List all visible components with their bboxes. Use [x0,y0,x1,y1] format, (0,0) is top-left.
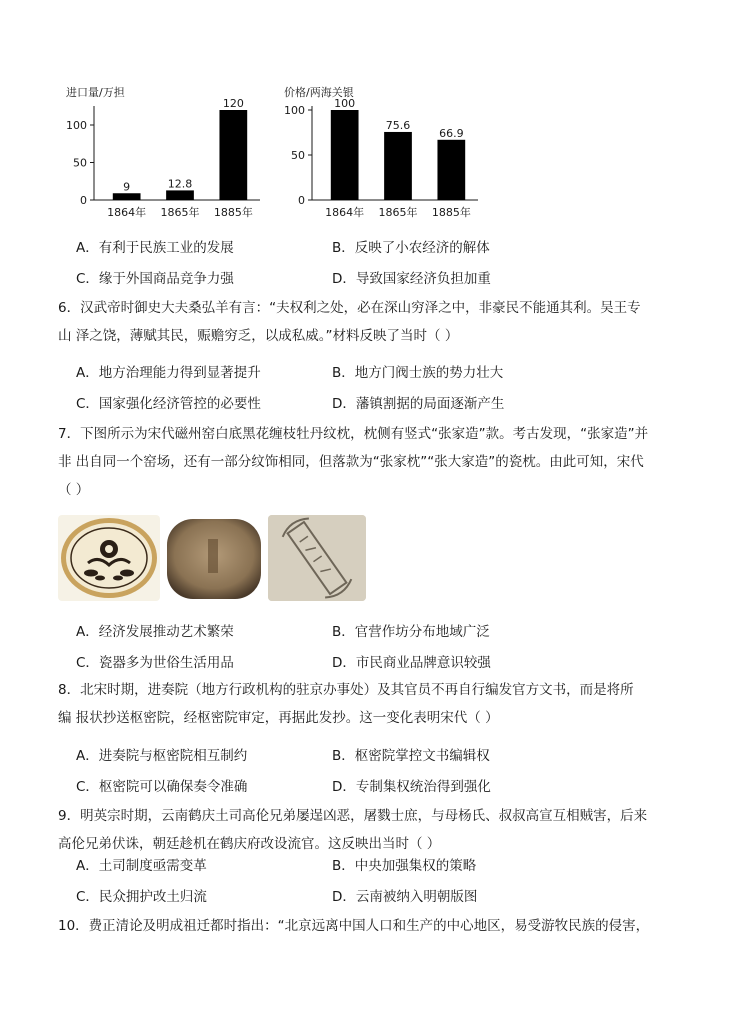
bar [331,110,359,200]
q9-stem-line1: 9．明英宗时期，云南鹤庆土司高伦兄弟屡逞凶恶，屠戮士庶，与母杨氏、叔叔高宣互相贼害，后来 [58,808,648,824]
y-tick-label: 50 [291,149,305,162]
bar-value-label: 100 [334,97,356,110]
q8-option-d[interactable]: D．专制集权统治得到强化 [332,779,491,795]
chart-ylabel: 价格/两海关银 [284,86,354,99]
y-tick-label: 50 [73,156,87,170]
q7-stem-line2: 非 出自同一个窑场，还有一部分纹饰相同，但落款为“张家枕”“张大家造”的瓷枕。由此可知，宋代 [58,454,644,470]
q9-option-c[interactable]: C．民众拥护改土归流 [76,889,207,905]
y-tick-label: 0 [298,194,305,207]
q7-option-a[interactable]: A．经济发展推动艺术繁荣 [76,624,234,640]
q8-option-b[interactable]: B．枢密院掌控文书编辑权 [332,748,490,764]
q9-stem [58,802,678,858]
q6-option-b[interactable]: B．地方门阀士族的势力壮大 [332,365,504,381]
q6-option-c[interactable]: C．国家强化经济管控的必要性 [76,396,261,412]
pillow-top-drawing [58,515,160,601]
q10-stem [58,912,678,940]
pillow-side-image [164,515,264,601]
import-volume-chart [60,86,270,221]
q8-option-a[interactable]: A．进奏院与枢密院相互制约 [76,748,248,764]
bar [166,190,194,200]
q10-stem-line1: 10．费正清论及明成祖迁都时指出：“北京远离中国人口和生产的中心地区，易受游牧民族的侵害， [58,918,650,934]
seal-mark-drawing [268,515,366,601]
q8-stem [58,676,678,732]
q9-option-a[interactable]: A．土司制度亟需变革 [76,858,207,874]
q7-option-c[interactable]: C．瓷器多为世俗生活用品 [76,655,234,671]
q6-option-a[interactable]: A．地方治理能力得到显著提升 [76,365,261,381]
import-volume-chart-svg [60,86,270,221]
q8-stem-line2: 编 报状抄送枢密院，经枢密院审定，再据此发抄。这一变化表明宋代（ ） [58,710,499,726]
q5-option-c[interactable]: C．缘于外国商品竞争力强 [76,271,234,287]
q7-option-b[interactable]: B．官营作坊分布地域广泛 [332,624,490,640]
bar [437,140,465,200]
q6-stem-line2: 山 泽之饶，薄赋其民，赈赡穷乏，以成私威。”材料反映了当时（ ） [58,328,459,344]
x-tick-label: 1885年 [213,206,253,219]
x-tick-label: 1865年 [160,206,200,219]
x-tick-label: 1864年 [107,206,147,219]
q7-stem-line3: （ ） [58,482,90,498]
q7-stem-line1: 7．下图所示为宋代磁州窑白底黑花缠枝牡丹纹枕，枕侧有竖式“张家造”款。考古发现，“张家造”并 [58,426,649,442]
q6-stem [58,294,678,350]
q5-option-a[interactable]: A．有利于民族工业的发展 [76,240,234,256]
bar-value-label: 9 [123,180,131,194]
q5-option-b[interactable]: B．反映了小农经济的解体 [332,240,490,256]
q7-stem [58,420,678,504]
q8-option-c[interactable]: C．枢密院可以确保奏令准确 [76,779,248,795]
x-tick-label: 1885年 [431,206,471,219]
bar [384,132,412,200]
pillow-side-drawing [164,515,264,601]
x-tick-label: 1865年 [378,206,418,219]
q9-option-d[interactable]: D．云南被纳入明朝版图 [332,889,478,905]
y-tick-label: 100 [284,104,305,117]
q6-option-d[interactable]: D．藩镇割据的局面逐渐产生 [332,396,505,412]
q9-stem-line2: 高伦兄弟伏诛，朝廷趁机在鹤庆府改设流官。这反映出当时（ ） [58,836,441,852]
chart-ylabel: 进口量/万担 [66,86,125,99]
y-tick-label: 100 [66,119,87,132]
q7-option-d[interactable]: D．市民商业品牌意识较强 [332,655,491,671]
bar-value-label: 120 [222,97,244,110]
y-tick-label: 0 [80,194,87,207]
bar-value-label: 66.9 [439,126,464,140]
q9-option-b[interactable]: B．中央加强集权的策略 [332,858,477,874]
x-tick-label: 1864年 [325,206,365,219]
q6-stem-line1: 6．汉武帝时御史大夫桑弘羊有言：“夫权利之处，必在深山穷泽之中，非豪民不能通其利。吴王专 [58,300,641,316]
bar-value-label: 12.8 [167,177,193,191]
q5-option-d[interactable]: D．导致国家经济负担加重 [332,271,491,287]
seal-mark-image [268,515,366,601]
q8-stem-line1: 8．北宋时期，进奏院（地方行政机构的驻京办事处）及其官员不再自行编发官方文书，而是将所 [58,682,634,698]
pillow-top-image [58,515,160,601]
bar-value-label: 75.6 [385,118,411,132]
bar [219,110,247,200]
bar [113,193,141,200]
price-chart-svg [278,86,488,221]
price-chart [278,86,488,221]
